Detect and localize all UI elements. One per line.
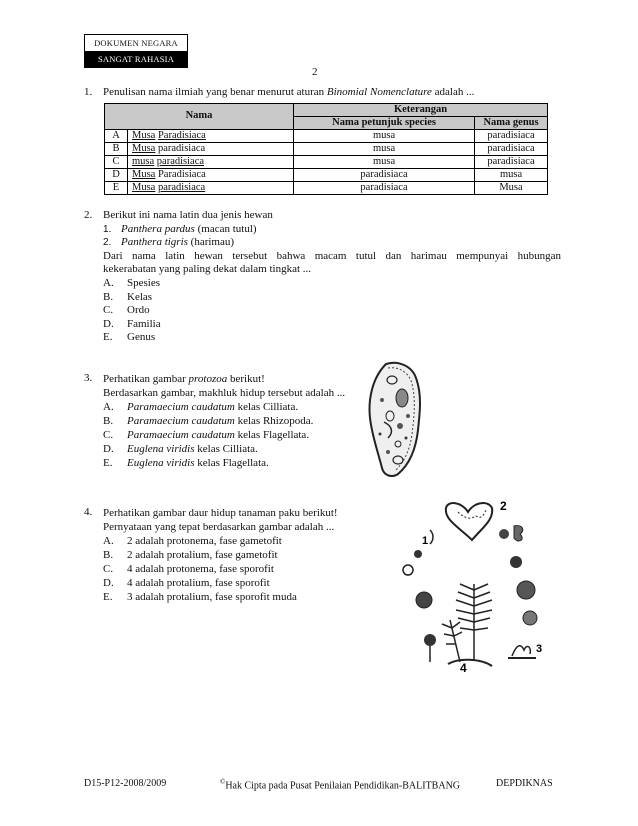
option-c[interactable]: C. Paramaecium caudatum kelas Flagellata.: [103, 429, 310, 441]
text-line: kekerabatan yang paling dekat dalam tingkat ...: [103, 263, 312, 276]
option-c[interactable]: C. Ordo: [103, 304, 150, 317]
option-e[interactable]: E. Genus: [103, 331, 156, 344]
table-row: B Musa paradisiaca musa paradisiaca: [105, 142, 548, 155]
text-line: Dari nama latin hewan tersebut bahwa macam tutul dan harimau mempunyai hubungan: [103, 249, 561, 262]
option-d[interactable]: D. 4 adalah protalium, fase sporofit: [103, 577, 270, 589]
paramecium-figure: [358, 360, 434, 480]
nomenclature-table: [104, 103, 548, 195]
page-number: 2: [312, 66, 318, 78]
table-row: A Musa Paradisiaca musa paradisiaca: [105, 129, 548, 142]
label-4: 4: [460, 661, 467, 675]
col-nama: Nama: [105, 103, 294, 129]
footer-copyright: ©Hak Cipta pada Pusat Penilaian Pendidikan-BALITBANG: [220, 778, 461, 792]
stem: Perhatikan gambar daur hidup tanaman paku berikut!: [103, 507, 338, 519]
option-b[interactable]: B. Kelas: [103, 290, 153, 303]
footer-code: D15-P12-2008/2009: [84, 778, 167, 789]
label-2: 2: [500, 500, 507, 513]
option-a[interactable]: A. 2 adalah protonema, fase gametofit: [103, 535, 282, 547]
footer-org: DEPDIKNAS: [496, 778, 553, 789]
question-2: [84, 209, 564, 345]
question-3: [84, 372, 564, 470]
animal-item: 2. Panthera tigris (harimau): [103, 236, 235, 249]
option-b[interactable]: B. Paramaecium caudatum kelas Rhizopoda.: [103, 415, 314, 427]
option-e[interactable]: E. Euglena viridis kelas Flagellata.: [103, 457, 269, 469]
animal-item: 1. Panthera pardus (macan tutul): [103, 222, 257, 235]
option-d[interactable]: D. Familia: [103, 317, 161, 330]
table-row: D Musa Paradisiaca paradisiaca musa: [105, 168, 548, 181]
col-genus: Nama genus: [475, 116, 548, 129]
stem-2: Pernyataan yang tepat berdasarkan gambar adalah ...: [103, 521, 335, 533]
table-row: E Musa paradisiaca paradisiaca Musa: [105, 181, 548, 194]
option-c[interactable]: C. 4 adalah protonema, fase sporofit: [103, 563, 274, 575]
option-a[interactable]: A. Paramaecium caudatum kelas Cilliata.: [103, 401, 299, 413]
stem: Penulisan nama ilmiah yang benar menurut aturan Binomial Nomenclature adalah ...: [103, 86, 475, 98]
question-number: 2.: [84, 209, 93, 221]
option-a[interactable]: A. Spesies: [103, 276, 160, 289]
stem: Berikut ini nama latin dua jenis hewan: [103, 209, 273, 221]
label-1: 1: [422, 535, 429, 547]
fern-life-cycle-figure: [400, 500, 550, 678]
question-number: 4.: [84, 506, 93, 518]
option-d[interactable]: D. Euglena viridis kelas Cilliata.: [103, 443, 258, 455]
question-1: [84, 86, 564, 195]
col-petunjuk: Nama petunjuk species: [294, 116, 475, 129]
question-number: 1.: [84, 86, 93, 98]
table-row: C musa paradisiaca musa paradisiaca: [105, 155, 548, 168]
option-e[interactable]: E. 3 adalah protalium, fase sporofit muda: [103, 591, 297, 603]
question-number: 3.: [84, 372, 93, 384]
stem-2: Berdasarkan gambar, makhluk hidup tersebut adalah ...: [103, 387, 346, 399]
secret-label: SANGAT RAHASIA: [85, 51, 187, 67]
label-3: 3: [536, 643, 543, 655]
col-keterangan: Keterangan: [294, 103, 548, 116]
document-classification-box: [84, 34, 188, 68]
option-b[interactable]: B. 2 adalah protalium, fase gametofit: [103, 549, 278, 561]
stem: Perhatikan gambar protozoa berikut!: [103, 373, 265, 385]
doc-label: DOKUMEN NEGARA: [94, 38, 178, 48]
